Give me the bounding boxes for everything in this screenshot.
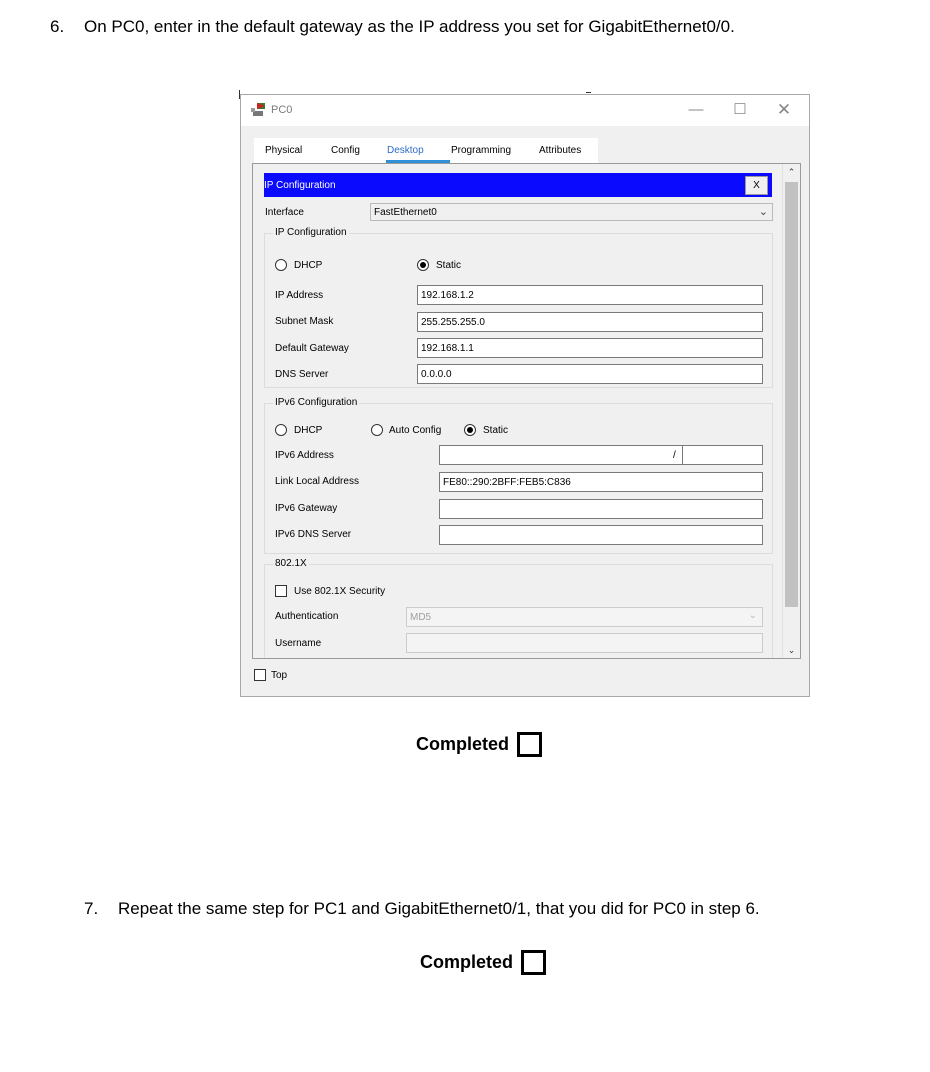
ipv4-static-radio[interactable] xyxy=(417,259,429,271)
authentication-select[interactable] xyxy=(406,607,763,627)
completed-step-6 xyxy=(416,732,542,757)
use-8021x-checkbox[interactable] xyxy=(275,585,287,597)
top-checkbox[interactable] xyxy=(254,669,266,681)
step-number: 7. xyxy=(84,899,99,918)
ipv6-address-input[interactable] xyxy=(439,445,693,465)
ip-address-input[interactable] xyxy=(417,285,763,305)
tab-physical[interactable]: Physical xyxy=(265,145,303,156)
ipv6-auto-config-label: Auto Config xyxy=(389,425,442,436)
use-8021x-label: Use 802.1X Security xyxy=(294,586,386,597)
ipv4-dhcp-label: DHCP xyxy=(294,260,323,271)
ipv6-dns-label: IPv6 DNS Server xyxy=(275,529,352,540)
prefix-separator: / xyxy=(673,450,676,461)
link-local-input[interactable] xyxy=(439,472,763,492)
dns-server-input[interactable] xyxy=(417,364,763,384)
tab-attributes[interactable]: Attributes xyxy=(539,145,582,156)
desktop-panel xyxy=(252,163,801,659)
dns-server-label: DNS Server xyxy=(275,369,329,380)
authentication-label: Authentication xyxy=(275,611,339,622)
step-7 xyxy=(84,899,760,919)
step-text: Repeat the same step for PC1 and GigabitEthernet0/1, that you did for PC0 in step 6. xyxy=(118,899,760,918)
default-gateway-label: Default Gateway xyxy=(275,343,349,354)
username-input[interactable] xyxy=(406,633,763,653)
title-bar xyxy=(241,95,809,126)
subnet-mask-value: 255.255.255.0 xyxy=(421,317,485,328)
ipv6-static-radio[interactable] xyxy=(464,424,476,436)
tab-config[interactable]: Config xyxy=(331,145,360,156)
ipv6-static-label: Static xyxy=(483,425,509,436)
link-local-value: FE80::290:2BFF:FEB5:C836 xyxy=(443,477,571,488)
ip-config-header xyxy=(264,173,772,197)
subnet-mask-label: Subnet Mask xyxy=(275,316,334,327)
default-gateway-value: 192.168.1.1 xyxy=(421,343,474,354)
window-title: PC0 xyxy=(271,104,293,116)
dot1x-group xyxy=(264,558,773,659)
ipv6-gateway-label: IPv6 Gateway xyxy=(275,503,338,514)
ipv6-prefix-input[interactable] xyxy=(682,445,763,465)
vertical-scrollbar[interactable] xyxy=(782,164,800,658)
default-gateway-input[interactable] xyxy=(417,338,763,358)
authentication-value: MD5 xyxy=(410,612,432,623)
completed-label: Completed xyxy=(416,734,510,754)
ipv4-static-label: Static xyxy=(436,260,462,271)
ip-configuration-view xyxy=(253,164,785,658)
ipv6-dhcp-label: DHCP xyxy=(294,425,323,436)
page-mark xyxy=(586,92,591,93)
pc0-window xyxy=(240,94,810,697)
completed-label: Completed xyxy=(420,952,514,972)
maximize-icon[interactable]: ☐ xyxy=(733,101,747,118)
top-label: Top xyxy=(271,670,288,681)
scroll-up-icon[interactable]: ⌃ xyxy=(787,167,796,177)
chevron-down-icon: ⌄ xyxy=(758,206,768,218)
username-label: Username xyxy=(275,638,322,649)
close-icon[interactable]: ✕ xyxy=(776,100,792,119)
step-text: On PC0, enter in the default gateway as the IP address you set for GigabitEthernet0/0. xyxy=(84,17,735,36)
ipv6-auto-config-radio[interactable] xyxy=(371,424,383,436)
tab-bar xyxy=(254,138,598,163)
minimize-icon[interactable]: — xyxy=(688,101,704,118)
completed-step-7 xyxy=(420,950,546,975)
ipv6-dhcp-radio[interactable] xyxy=(275,424,287,436)
tab-desktop[interactable]: Desktop xyxy=(387,145,424,156)
completed-checkbox[interactable] xyxy=(521,950,546,975)
scroll-down-icon[interactable]: ⌄ xyxy=(787,645,796,655)
panel-close-button[interactable]: X xyxy=(745,176,768,195)
panel-title: IP Configuration xyxy=(264,180,336,191)
ipv4-legend: IP Configuration xyxy=(275,227,347,238)
scrollbar-thumb[interactable] xyxy=(785,182,798,607)
tab-programming[interactable]: Programming xyxy=(451,145,512,156)
ipv6-address-label: IPv6 Address xyxy=(275,450,334,461)
interface-label: Interface xyxy=(265,207,304,218)
pc-app-icon xyxy=(251,102,269,118)
ip-address-label: IP Address xyxy=(275,290,324,301)
chevron-down-icon: ⌄ xyxy=(748,610,757,621)
ipv4-dhcp-radio[interactable] xyxy=(275,259,287,271)
ipv6-gateway-input[interactable] xyxy=(439,499,763,519)
link-local-label: Link Local Address xyxy=(275,476,359,487)
interface-value: FastEthernet0 xyxy=(374,207,437,218)
dns-server-value: 0.0.0.0 xyxy=(421,369,452,380)
ipv6-group xyxy=(264,397,773,554)
ipv6-dns-input[interactable] xyxy=(439,525,763,545)
ip-address-value: 192.168.1.2 xyxy=(421,290,474,301)
completed-checkbox[interactable] xyxy=(517,732,542,757)
dot1x-legend: 802.1X xyxy=(275,558,307,569)
ipv6-legend: IPv6 Configuration xyxy=(275,397,358,408)
subnet-mask-input[interactable] xyxy=(417,312,763,332)
step-number: 6. xyxy=(50,17,65,36)
step-6 xyxy=(50,17,735,37)
ipv4-group xyxy=(264,227,773,388)
interface-select[interactable] xyxy=(370,203,773,221)
